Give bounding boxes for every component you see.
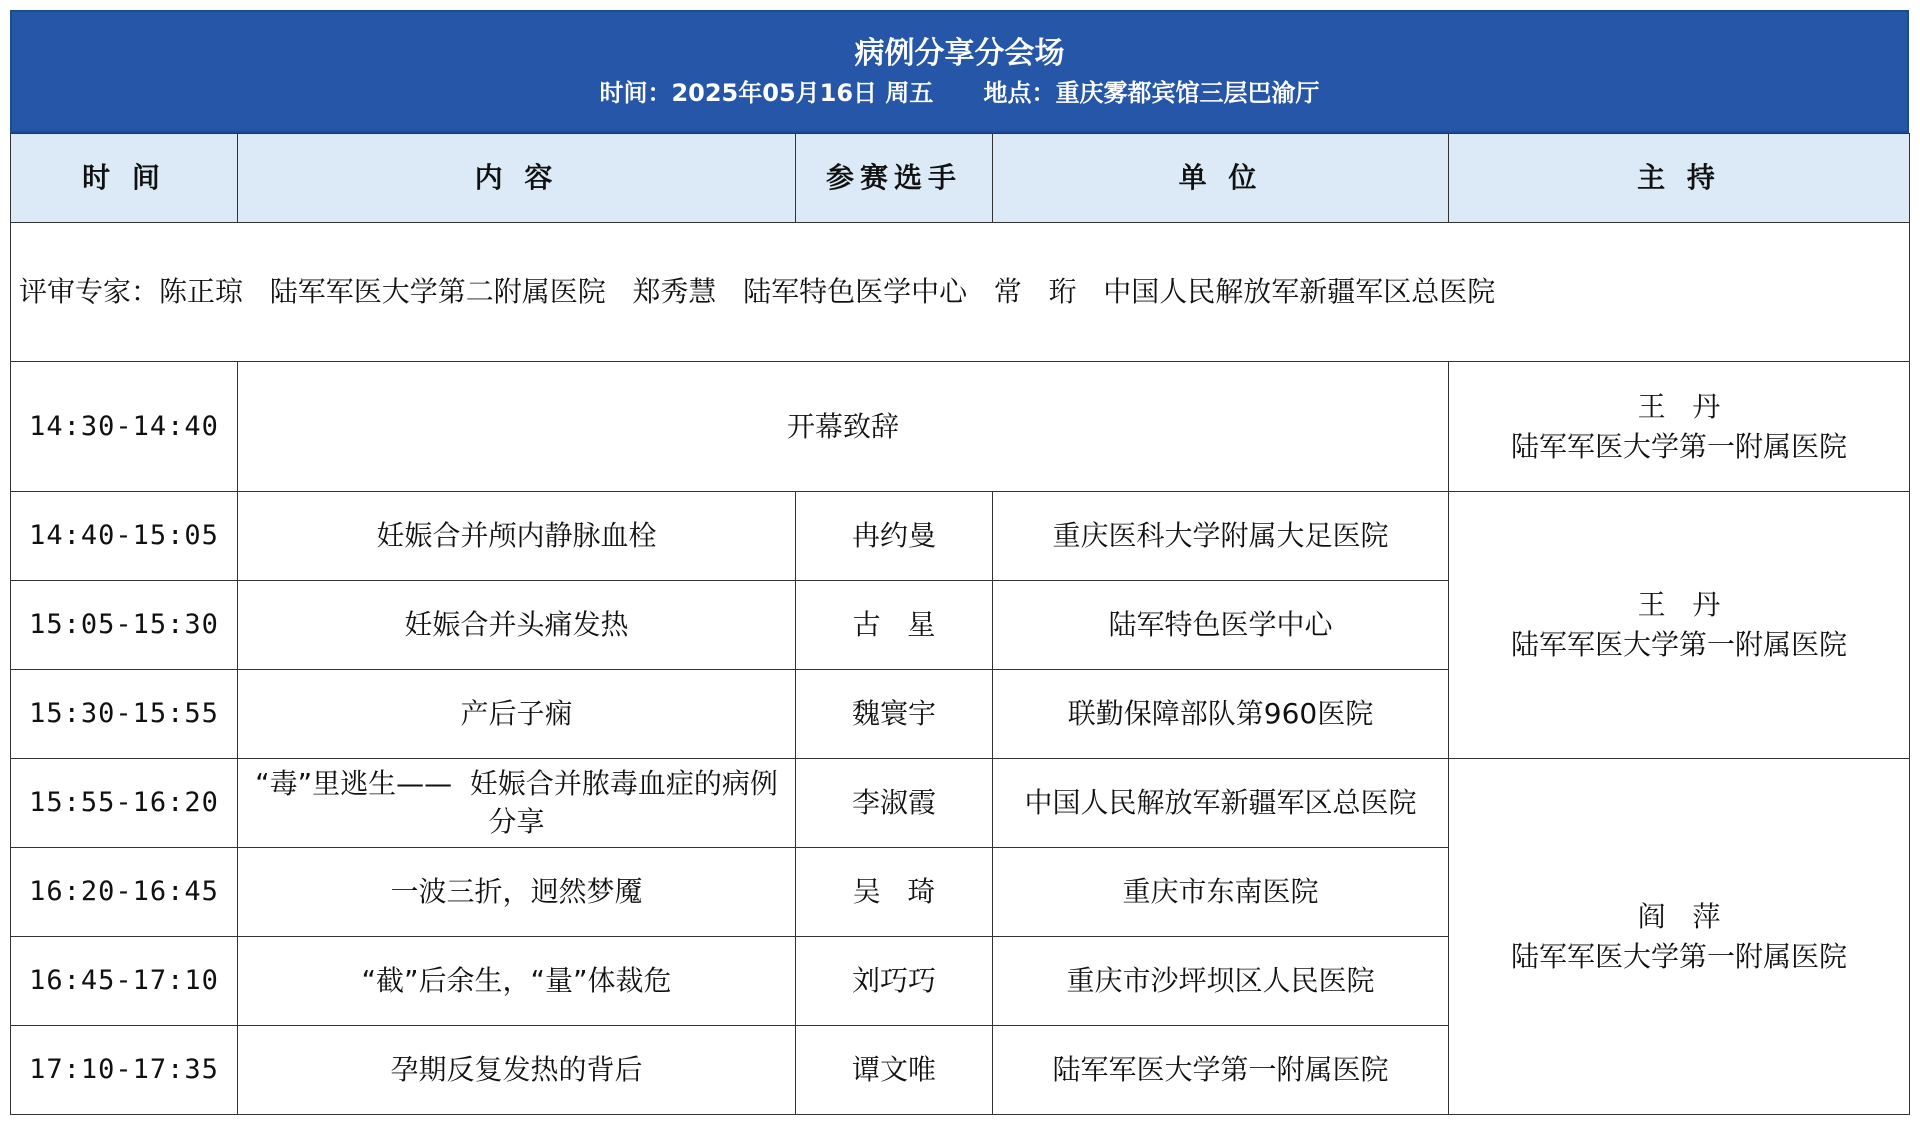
row-content: “截”后余生，“量”体裁危 — [238, 937, 796, 1026]
row-time: 14:40-15:05 — [11, 492, 238, 581]
session-banner — [10, 10, 1909, 133]
header-time: 时 间 — [11, 134, 238, 223]
row-content: “毒”里逃生—— 妊娠合并脓毒血症的病例分享 — [238, 759, 796, 848]
session-title: 病例分享分会场 — [854, 35, 1065, 71]
host-cell-1 — [1449, 492, 1910, 759]
row-unit: 重庆市沙坪坝区人民医院 — [993, 937, 1449, 1026]
row-unit: 陆军特色医学中心 — [993, 581, 1449, 670]
host-unit: 陆军军医大学第一附属医院 — [1510, 429, 1847, 463]
host-unit: 陆军军医大学第一附属医院 — [1510, 939, 1847, 973]
row-player: 刘巧巧 — [796, 937, 993, 1026]
row-player: 古 星 — [796, 581, 993, 670]
judges-row — [11, 223, 1910, 362]
row-time: 15:05-15:30 — [11, 581, 238, 670]
row-player: 李淑霞 — [796, 759, 993, 848]
row-unit: 陆军军医大学第一附属医院 — [993, 1026, 1449, 1115]
row-content: 孕期反复发热的背后 — [238, 1026, 796, 1115]
row-time: 16:20-16:45 — [11, 848, 238, 937]
judges-text: 评审专家：陈正琼 陆军军医大学第二附属医院 郑秀慧 陆军特色医学中心 常 珩 中国人民解放军新疆军区总医院 — [11, 223, 1910, 362]
row-time: 15:30-15:55 — [11, 670, 238, 759]
row-time: 16:45-17:10 — [11, 937, 238, 1026]
header-host: 主 持 — [1449, 134, 1910, 223]
row-content: 产后子痫 — [238, 670, 796, 759]
host-name: 王 丹 — [1637, 588, 1721, 621]
opening-content: 开幕致辞 — [238, 362, 1449, 492]
table-row — [11, 759, 1910, 848]
schedule-table — [10, 133, 1910, 1115]
header-content: 内 容 — [238, 134, 796, 223]
row-unit: 重庆医科大学附属大足医院 — [993, 492, 1449, 581]
host-name: 王 丹 — [1637, 389, 1721, 423]
row-player: 谭文唯 — [796, 1026, 993, 1115]
header-player: 参赛选手 — [796, 134, 993, 223]
row-player: 魏寰宇 — [796, 670, 993, 759]
row-content: 妊娠合并颅内静脉血栓 — [238, 492, 796, 581]
row-content: 妊娠合并头痛发热 — [238, 581, 796, 670]
row-time: 15:55-16:20 — [11, 759, 238, 848]
row-unit: 中国人民解放军新疆军区总医院 — [993, 759, 1449, 848]
row-player: 吴 琦 — [796, 848, 993, 937]
opening-time: 14:30-14:40 — [11, 362, 238, 492]
schedule-sheet — [10, 10, 1909, 1115]
row-player: 冉约曼 — [796, 492, 993, 581]
table-row — [11, 492, 1910, 581]
session-time-location: 时间：2025年05月16日 周五 地点：重庆雾都宾馆三层巴渝厅 — [599, 78, 1320, 107]
row-unit: 重庆市东南医院 — [993, 848, 1449, 937]
host-unit: 陆军军医大学第一附属医院 — [1510, 628, 1847, 661]
row-time: 17:10-17:35 — [11, 1026, 238, 1115]
row-content: 一波三折，迥然梦魇 — [238, 848, 796, 937]
header-row — [11, 134, 1910, 223]
opening-host — [1449, 362, 1910, 492]
host-cell-2 — [1449, 759, 1910, 1115]
row-unit: 联勤保障部队第960医院 — [993, 670, 1449, 759]
host-name: 阎 萍 — [1637, 899, 1721, 933]
header-unit: 单 位 — [993, 134, 1449, 223]
opening-row — [11, 362, 1910, 492]
